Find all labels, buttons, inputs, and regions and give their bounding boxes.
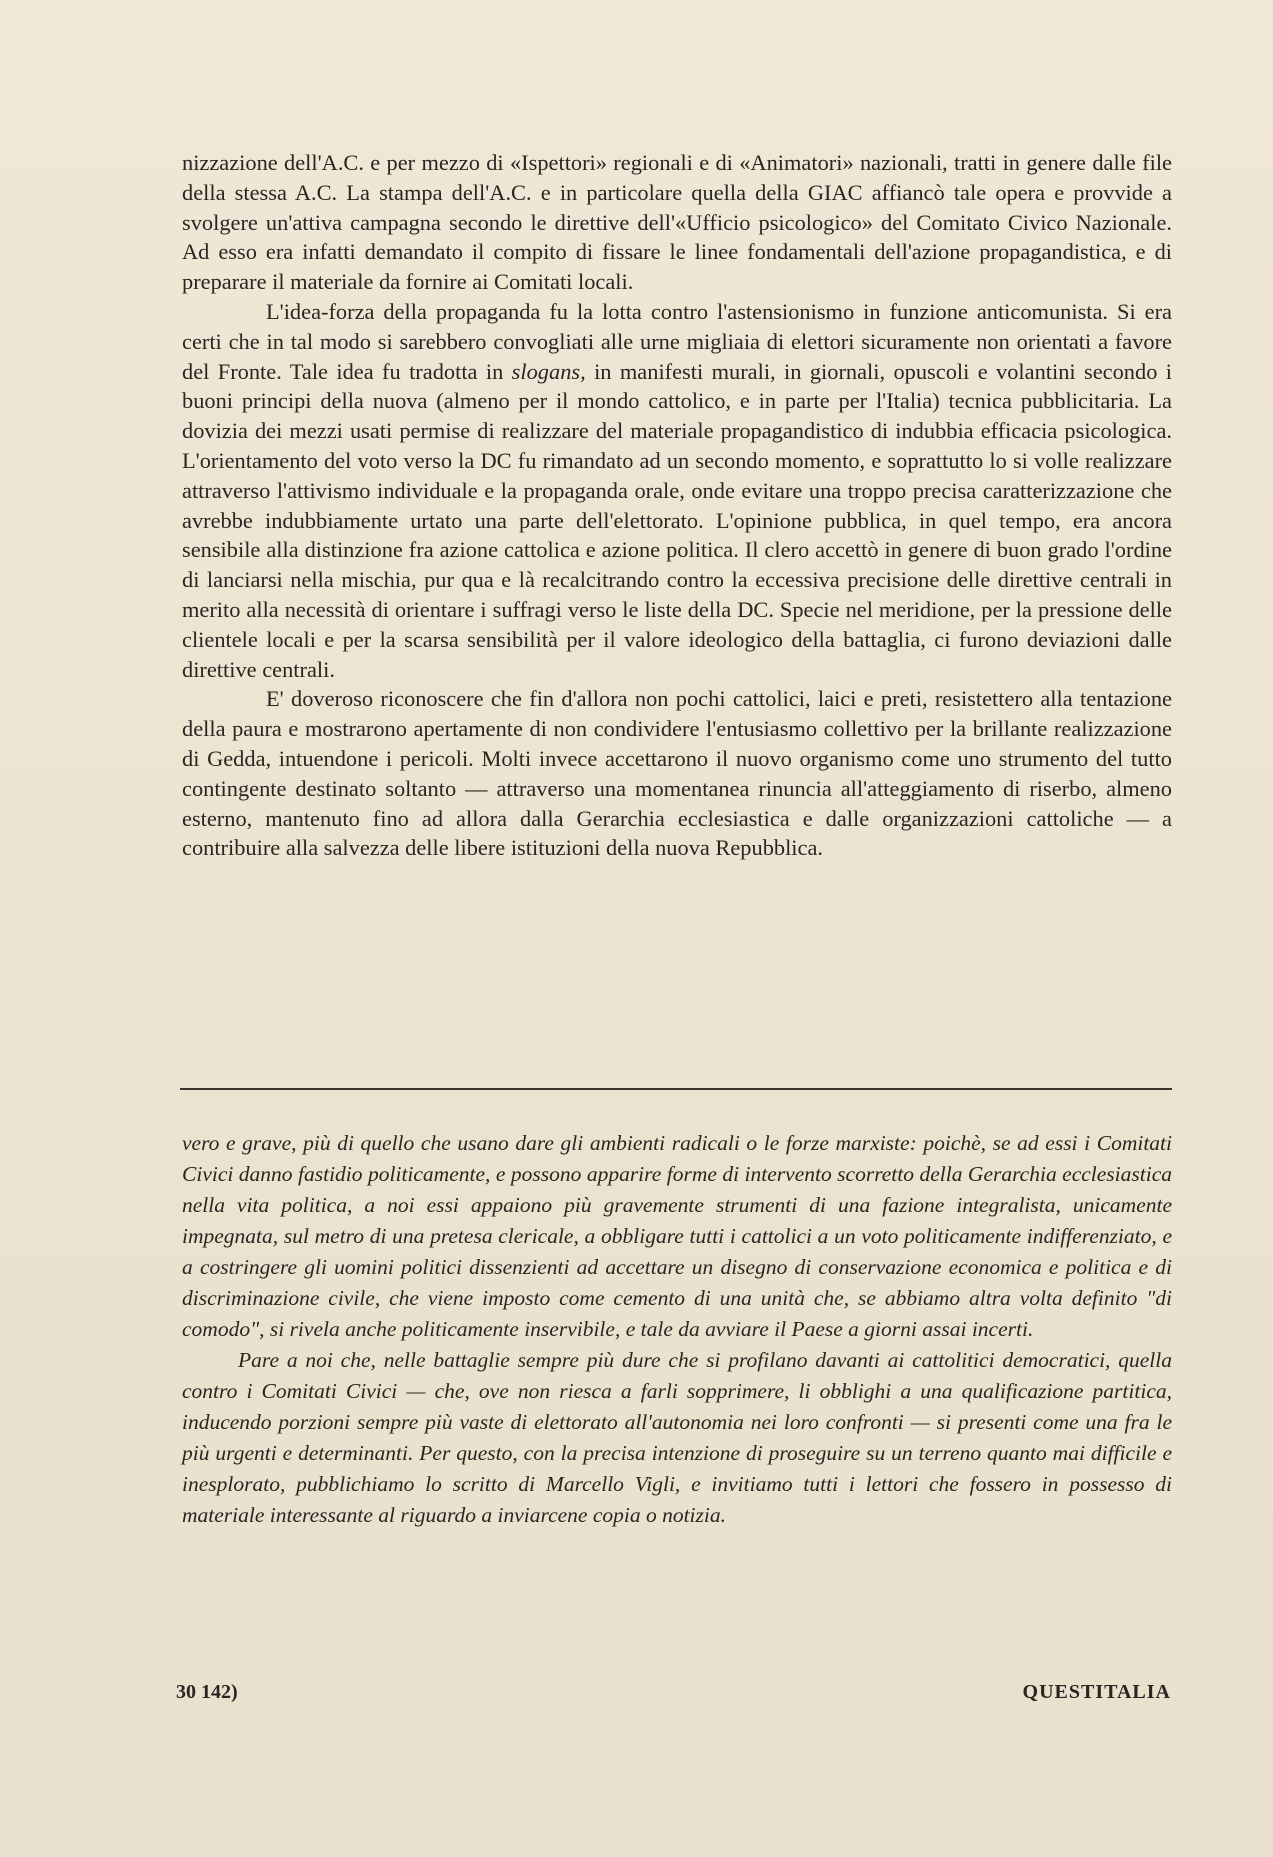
page-number: 30 142) — [176, 1681, 238, 1703]
editorial-note — [182, 1128, 1172, 1531]
main-text — [182, 148, 1172, 863]
paragraph-2 — [182, 297, 1172, 684]
journal-name: QUESTITALIA — [1022, 1681, 1171, 1703]
paragraph-3: E' doveroso riconoscere che fin d'allora non pochi cattolici, laici e preti, resistettero alla tentazione della paura e mostrarono apertamente di non condividere l'entusiasmo collettivo per la brillante realizzazione di Gedda, intuendone i pericoli. Molti invece accettarono il nuovo organismo come uno strumento del tutto contingente destinato soltanto — attraverso una momentanea rinuncia all'atteggiamento di riserbo, almeno esterno, mantenuto fino ad allora dalla Gerarchia ecclesiastica e dalle organizzazioni cattoliche — a contribuire alla salvezza delle libere istituzioni della nuova Repubblica. — [182, 686, 1172, 861]
note-paragraph-2: Pare a noi che, nelle battaglie sempre più dure che si profilano davanti ai cattolitici democratici, quella contro i Comitati Civici — che, ove non riesca a farli sopprimere, li obblighi a una qualificazione partitica, inducendo porzioni sempre più vaste di elettorato all'autonomia nei loro confronti — si presenti come una fra le più urgenti e determinanti. Per questo, con la precisa intenzione di proseguire su un terreno quanto mai difficile e inesplorato, pubblichiamo lo scritto di Marcello Vigli, e invitiamo tutti i lettori che fossero in possesso di materiale interessante al riguardo a inviarcene copia o notizia. — [182, 1348, 1172, 1527]
note-paragraph-1: vero e grave, più di quello che usano dare gli ambienti radicali o le forze marxiste: poichè, se ad essi i Comitati Civici danno fastidio politicamente, e possono apparire forme di intervento scorretto della Gerarchia ecclesiastica nella vita politica, a noi essi appaiono più gravemente strumenti di una fazione integralista, unicamente impegnata, sul metro di una pretesa clericale, a obbligare tutti i cattolici a un voto politicamente indifferenziato, e a costringere gli uomini politici dissenzienti ad accettare un disegno di conservazione economica e politica e di discriminazione civile, che viene imposto come cemento di una unità che, se abbiamo altra volta definito "di comodo", si rivela anche politicamente inservibile, e tale da avviare il Paese a giorni assai incerti. — [182, 1131, 1172, 1341]
slogans-italic: slogans, — [511, 358, 586, 384]
divider-rule — [180, 1088, 1172, 1090]
paragraph-2-part-1: L'idea-forza della propaganda fu la lotta contro l'astensionismo in funzione anticomunista. Si era certi che in tal modo si sarebbero convogliati alle urne migliaia di elettori sicuramente non orientati a favore del Fronte. Tale idea fu tradotta in — [182, 298, 1172, 384]
paragraph-2-part-2: in manifesti murali, in giornali, opuscoli e volantini secondo i buoni principi della nuova (almeno per il mondo cattolico, e in parte per l'Italia) tecnica pubblicitaria. La dovizia dei mezzi usati permise di realizzare del materiale propagandistico di indubbia efficacia psicologica. L'orientamento del voto verso la DC fu rimandato ad un secondo momento, e soprattutto lo si volle realizzare attraverso l'attivismo individuale e la propaganda orale, onde evitare una troppo precisa caratterizzazione che avrebbe indubbiamente urtato una parte dell'elettorato. L'opinione pubblica, in quel tempo, era ancora sensibile alla distinzione fra azione cattolica e azione politica. Il clero accettò in genere di buon grado l'ordine di lanciarsi nella mischia, pur qua e là recalcitrando contro la eccessiva precisione delle direttive centrali in merito alla necessità di orientare i suffragi verso le liste della DC. Specie nel meridione, per la pressione delle clientele locali e per la scarsa sensibilità per il valore ideologico della battaglia, ci furono deviazioni dalle direttive centrali. — [182, 358, 1173, 682]
paragraph-1: nizzazione dell'A.C. e per mezzo di «Ispettori» regionali e di «Animatori» nazionali, tratti in genere dalle file della stessa A.C. La stampa dell'A.C. e in particolare quella della GIAC affiancò tale opera e provvide a svolgere un'attiva campagna secondo le direttive dell'«Ufficio psicologico» del Comitato Civico Nazionale. Ad esso era infatti demandato il compito di fissare le linee fondamentali dell'azione propagandistica, e di preparare il materiale da fornire ai Comitati locali. — [182, 150, 1172, 295]
